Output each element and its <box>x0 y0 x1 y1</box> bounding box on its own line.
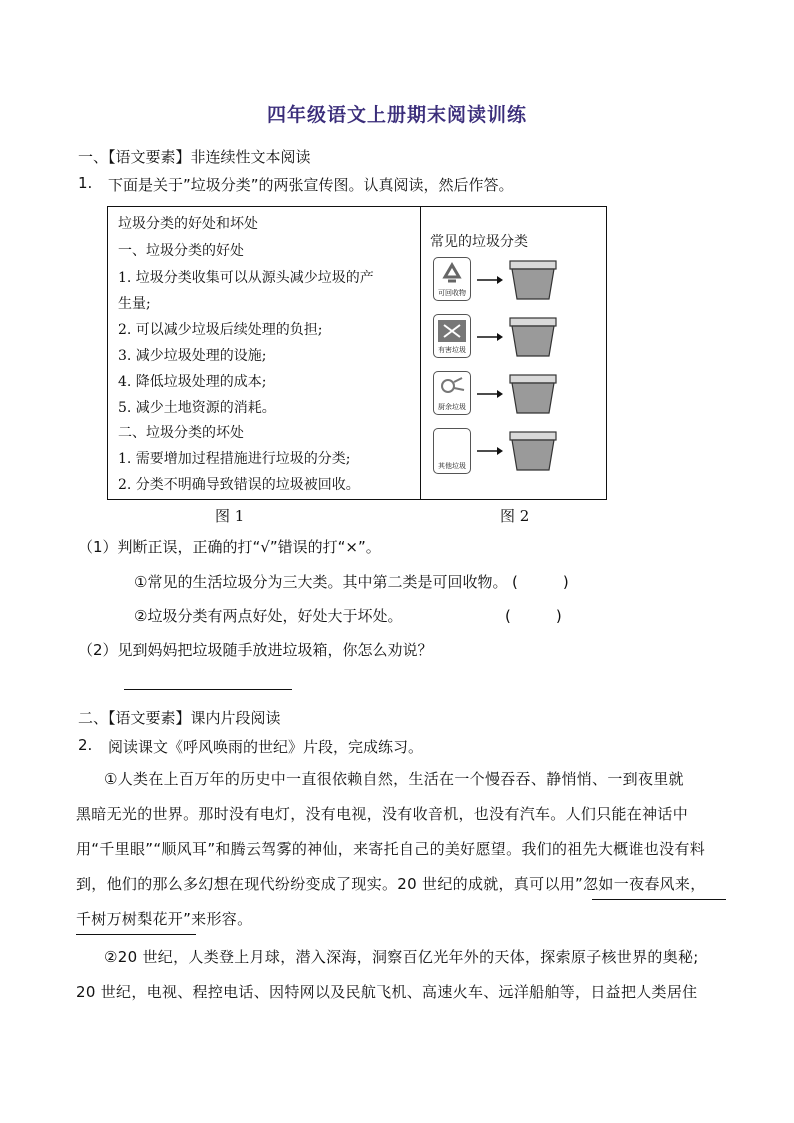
figure-box <box>107 206 607 500</box>
arrow-right-icon <box>477 389 503 399</box>
answer-bracket-1[interactable]: ( ) <box>512 573 569 591</box>
passage-line: 黑暗无光的世界。那时没有电灯，没有电视，没有收音机，也没有汽车。人们只能在神话中 <box>76 805 689 823</box>
kitchen-waste-icon <box>433 371 471 415</box>
figure1-line: 4. 降低垃圾处理的成本; <box>118 374 267 390</box>
bin-icon <box>508 430 558 472</box>
figure-divider <box>420 207 421 499</box>
answer-bracket-2[interactable]: ( ) <box>505 607 562 625</box>
arrow-right-icon <box>477 332 503 342</box>
other-waste-icon <box>433 428 471 474</box>
passage-line: ②20 世纪，人类登上月球，潜入深海，洞察百亿光年外的天体，探索原子核世界的奥秘; <box>104 948 699 966</box>
passage-line: 千树万树梨花开”来形容。 <box>76 910 253 928</box>
figure1-line: 1. 垃圾分类收集可以从源头减少垃圾的产 <box>118 270 374 286</box>
question-number-2: 2. <box>78 736 93 754</box>
arrow-right-icon <box>477 446 503 456</box>
subquestion-2: （2）见到妈妈把垃圾随手放进垃圾箱，你怎么劝说？ <box>78 641 433 659</box>
passage-underline <box>76 934 196 935</box>
bin-icon <box>508 373 558 415</box>
bin-icon <box>508 316 558 358</box>
question-text-1: 下面是关于”垃圾分类”的两张宣传图。认真阅读，然后作答。 <box>108 176 514 194</box>
figure1-line: 垃圾分类的好处和坏处 <box>118 216 258 232</box>
bin-icon <box>508 259 558 301</box>
subquestion-1: （1）判断正误，正确的打“√”错误的打“×”。 <box>78 538 381 556</box>
passage-line: 到，他们的那么多幻想在现代纷纷变成了现实。20 世纪的成就，真可以用”忽如一夜春风来， <box>76 875 706 893</box>
passage-line: 20 世纪，电视、程控电话、因特网以及民航飞机、高速火车、远洋船舶等，日益把人类居住 <box>76 983 698 1001</box>
question-text-2: 阅读课文《呼风唤雨的世纪》片段，完成练习。 <box>108 738 424 756</box>
section-heading-1: 一、【语文要素】非连续性文本阅读 <box>78 148 311 166</box>
figure1-line: 3. 减少垃圾处理的设施; <box>118 348 267 364</box>
judge-item-1: ①常见的生活垃圾分为三大类。其中第二类是可回收物。 <box>134 573 508 591</box>
judge-item-2: ②垃圾分类有两点好处，好处大于坏处。 <box>134 607 403 625</box>
figure1-line: 生量; <box>118 296 151 312</box>
passage-underline <box>592 899 726 900</box>
question-number-1: 1. <box>78 174 93 192</box>
arrow-right-icon <box>477 275 503 285</box>
figure1-line: 1. 需要增加过程措施进行垃圾的分类; <box>118 451 351 467</box>
recyclable-icon <box>433 257 471 301</box>
figure1-caption: 图 1 <box>215 507 245 525</box>
figure1-line: 2. 可以减少垃圾后续处理的负担; <box>118 322 323 338</box>
figure1-line: 一、垃圾分类的好处 <box>118 243 244 259</box>
bin-label: 可回收物 <box>438 289 466 297</box>
figure2-caption: 图 2 <box>500 507 530 525</box>
page-title: 四年级语文上册期末阅读训练 <box>266 104 527 126</box>
figure1-line: 5. 减少土地资源的消耗。 <box>118 400 276 416</box>
section-heading-2: 二、【语文要素】课内片段阅读 <box>78 709 281 727</box>
passage-line: 用“千里眼”“顺风耳”和腾云驾雾的神仙，来寄托自己的美好愿望。我们的祖先大概谁也没有料 <box>76 840 705 858</box>
figure2-title: 常见的垃圾分类 <box>430 234 528 250</box>
bin-label: 其他垃圾 <box>438 462 466 470</box>
answer-line[interactable] <box>124 689 292 690</box>
figure1-line: 二、垃圾分类的坏处 <box>118 425 244 441</box>
hazardous-icon <box>433 314 471 358</box>
passage-line: ①人类在上百万年的历史中一直很依赖自然，生活在一个慢吞吞、静悄悄、一到夜里就 <box>104 770 684 788</box>
bin-label: 厨余垃圾 <box>438 403 466 411</box>
figure1-line: 2. 分类不明确导致错误的垃圾被回收。 <box>118 477 360 493</box>
bin-label: 有害垃圾 <box>438 346 466 354</box>
